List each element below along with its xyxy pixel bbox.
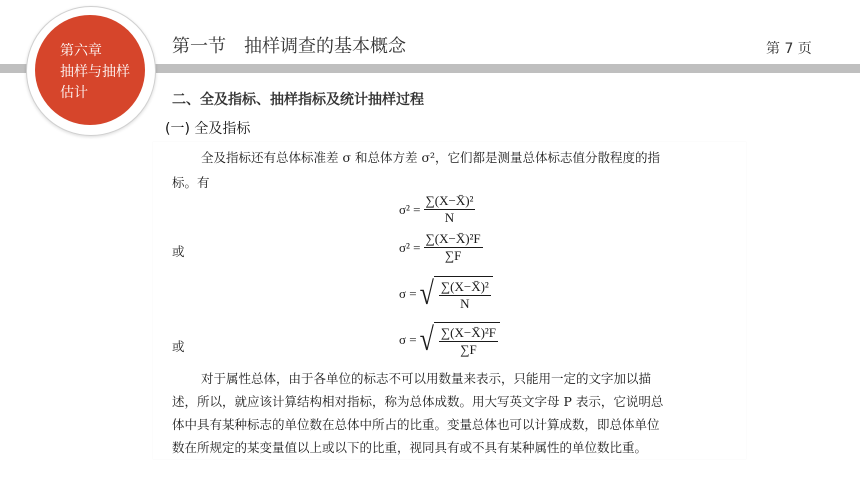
formula-weighted-std-dev <box>399 322 500 357</box>
paragraph-line-4: 数在所规定的某变量值以上或以下的比重，视同具有或不具有某种属性的单位数比重。 <box>172 440 648 455</box>
textbook-scan <box>153 142 746 459</box>
paragraph-line-3: 体中具有某种标志的单位数在总体中所占的比重。变量总体也可以计算成数，即总体单位 <box>172 417 660 432</box>
or-label-1: 或 <box>172 244 185 259</box>
formula-weighted-variance-lhs: σ² = <box>399 239 421 255</box>
formula-weighted-std-dev-fraction <box>439 326 498 357</box>
formula-variance-numerator: ∑(X−X̄)² <box>425 193 474 208</box>
intro-line-1: 全及指标还有总体标准差 σ 和总体方差 σ²，它们都是测量总体标志值分散程度的指 <box>201 150 660 165</box>
section-title: 第一节 抽样调查的基本概念 <box>172 36 406 57</box>
formula-weighted-std-dev-numerator: ∑(X−X̄)²F <box>440 325 497 340</box>
formula-weighted-std-dev-sqrt <box>420 322 500 357</box>
formula-weighted-std-dev-denominator: ∑F <box>460 342 477 357</box>
formula-variance <box>399 194 475 225</box>
sqrt-icon: √ <box>419 320 434 357</box>
formula-std-dev-sqrt <box>420 276 493 311</box>
formula-variance-fraction <box>424 194 476 225</box>
formula-std-dev <box>399 276 493 311</box>
chapter-line-3: 估计 <box>60 85 88 101</box>
formula-std-dev-numerator: ∑(X−X̄)² <box>440 279 489 294</box>
formula-weighted-std-dev-lhs: σ = <box>399 331 417 347</box>
formula-weighted-variance-fraction <box>424 232 483 263</box>
page-number: 第 7 页 <box>766 41 812 57</box>
or-label-2: 或 <box>172 339 185 354</box>
formula-variance-denominator: N <box>444 210 455 225</box>
formula-std-dev-lhs: σ = <box>399 285 417 301</box>
formula-std-dev-fraction <box>439 280 491 311</box>
sub-subsection-heading: (一) 全及指标 <box>165 121 251 137</box>
formula-variance-lhs: σ² = <box>399 201 421 217</box>
formula-weighted-variance <box>399 232 483 263</box>
formula-std-dev-denominator: N <box>460 296 470 311</box>
sqrt-icon: √ <box>419 274 434 311</box>
paragraph-line-2: 述，所以，就应该计算结构相对指标，称为总体成数。用大写英文字母 P 表示，它说明总 <box>172 394 664 409</box>
formula-weighted-variance-numerator: ∑(X−X̄)²F <box>425 231 481 246</box>
formula-weighted-variance-denominator: ∑F <box>444 248 462 263</box>
chapter-line-1: 第六章 <box>60 43 102 59</box>
chapter-label <box>60 41 130 104</box>
intro-line-2: 标。有 <box>172 175 210 190</box>
subsection-heading: 二、全及指标、抽样指标及统计抽样过程 <box>172 92 424 108</box>
chapter-line-2: 抽样与抽样 <box>60 64 130 80</box>
paragraph-line-1: 对于属性总体，由于各单位的标志不可以用数量来表示，只能用一定的文字加以描 <box>201 371 652 386</box>
